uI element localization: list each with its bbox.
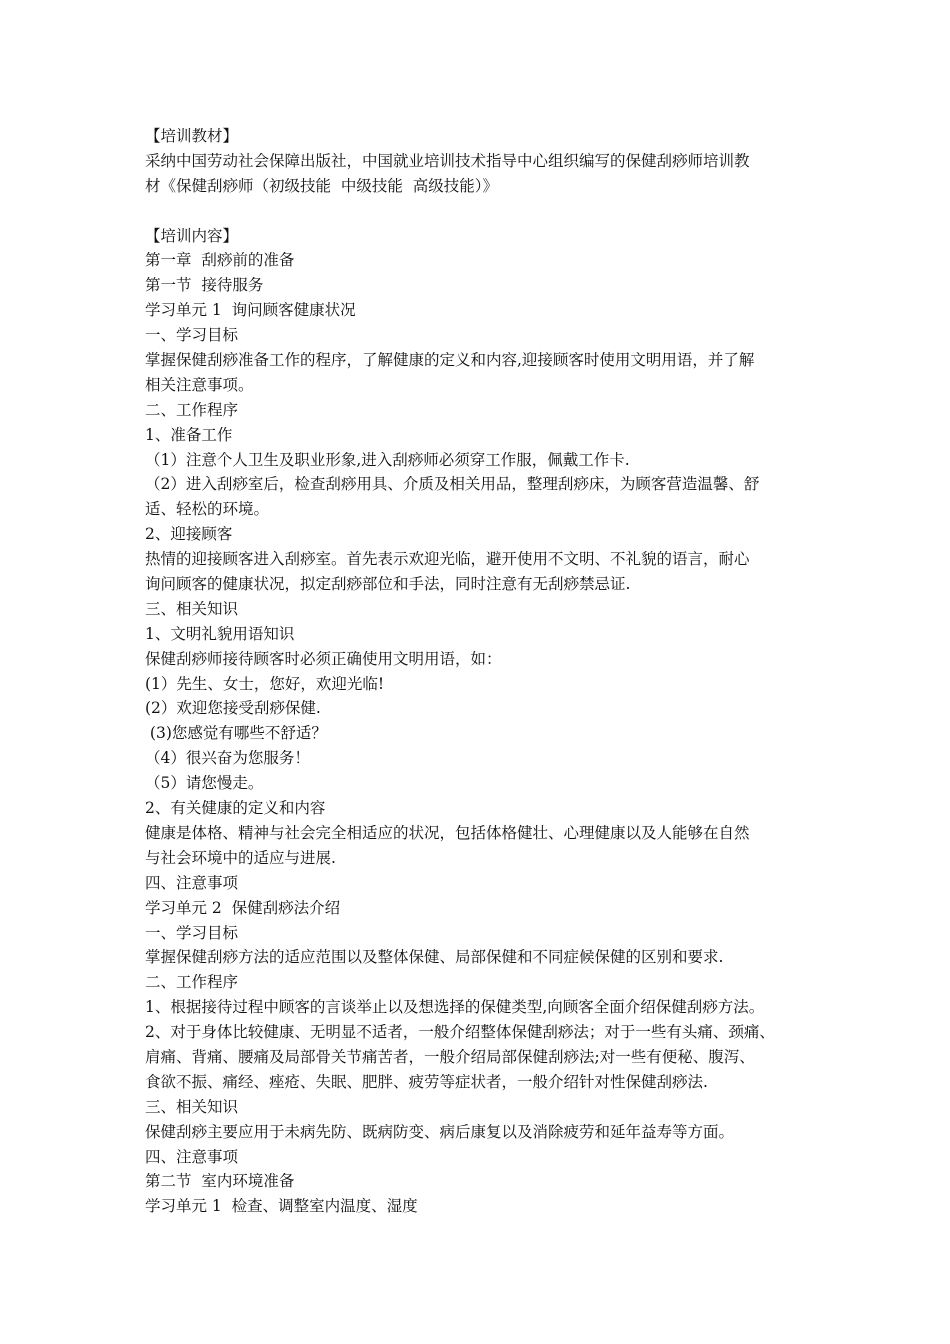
text-line: 健康是体格、精神与社会完全相适应的状况，包括体格健壮、心理健康以及人能够在自然 bbox=[145, 823, 750, 842]
text-line: 2、对于身体比较健康、无明显不适者，一般介绍整体保健刮痧法；对于一些有头痛、颈痛、 bbox=[145, 1023, 775, 1042]
text-line: 材《保健刮痧师（初级技能 中级技能 高级技能）》 bbox=[145, 176, 498, 195]
text-line: （2）进入刮痧室后，检查刮痧用具、介质及相关用品，整理刮痧床，为顾客营造温馨、舒 bbox=[145, 475, 760, 494]
text-line: 肩痛、背痛、腰痛及局部骨关节痛苦者，一般介绍局部保健刮痧法;对一些有便秘、腹泻、 bbox=[145, 1047, 755, 1066]
text-line: 一、学习目标 bbox=[145, 326, 239, 345]
text-line: (2）欢迎您接受刮痧保健. bbox=[145, 699, 321, 718]
text-line: （5）请您慢走。 bbox=[145, 774, 264, 793]
text-line: 二、工作程序 bbox=[145, 973, 239, 992]
text-line: 1、准备工作 bbox=[145, 425, 233, 444]
text-line: 适、轻松的环境。 bbox=[145, 500, 270, 519]
text-line: 与社会环境中的适应与进展. bbox=[145, 848, 336, 867]
text-line: 第一章 刮痧前的准备 bbox=[145, 251, 295, 270]
text-line: (1）先生、女士，您好，欢迎光临! bbox=[145, 674, 385, 693]
text-line: 二、工作程序 bbox=[145, 400, 239, 419]
text-line: 1、文明礼貌用语知识 bbox=[145, 624, 295, 643]
document-page bbox=[145, 124, 825, 1219]
text-line: 询问顾客的健康状况，拟定刮痧部位和手法，同时注意有无刮痧禁忌证. bbox=[145, 575, 631, 594]
text-line: 保健刮痧主要应用于未病先防、既病防变、病后康复以及消除疲劳和延年益寿等方面。 bbox=[145, 1122, 735, 1141]
text-line: 掌握保健刮痧方法的适应范围以及整体保健、局部保健和不同症候保健的区别和要求. bbox=[145, 948, 724, 967]
materials-body bbox=[145, 149, 825, 199]
text-line: 四、注意事项 bbox=[145, 1147, 239, 1166]
text-line: 2、有关健康的定义和内容 bbox=[145, 799, 326, 818]
text-line: 1、根据接待过程中顾客的言谈举止以及想选择的保健类型,向顾客全面介绍保健刮痧方法。 bbox=[145, 998, 765, 1017]
text-line: 四、注意事项 bbox=[145, 873, 239, 892]
text-line: 学习单元 1 询问顾客健康状况 bbox=[145, 301, 356, 320]
section-spacer bbox=[145, 199, 825, 224]
section-heading-content: 【培训内容】 bbox=[145, 226, 239, 245]
text-line: 三、相关知识 bbox=[145, 599, 239, 618]
text-line: 相关注意事项。 bbox=[145, 375, 254, 394]
text-line: 一、学习目标 bbox=[145, 923, 239, 942]
text-line: 学习单元 1 检查、调整室内温度、湿度 bbox=[145, 1197, 418, 1216]
text-line: 热情的迎接顾客进入刮痧室。首先表示欢迎光临，避开使用不文明、不礼貌的语言，耐心 bbox=[145, 550, 750, 569]
text-line: (3)您感觉有哪些不舒适？ bbox=[145, 724, 327, 743]
text-line: 第二节 室内环境准备 bbox=[145, 1172, 295, 1191]
content-body bbox=[145, 248, 825, 1219]
text-line: 采纳中国劳动社会保障出版社，中国就业培训技术指导中心组织编写的保健刮痧师培训教 bbox=[145, 151, 750, 170]
text-line: 保健刮痧师接待顾客时必须正确使用文明用语，如： bbox=[145, 649, 502, 668]
text-line: （4）很兴奋为您服务！ bbox=[145, 749, 310, 768]
section-heading-materials: 【培训教材】 bbox=[145, 127, 239, 145]
text-line: （1）注意个人卫生及职业形象,进入刮痧师必须穿工作服，佩戴工作卡. bbox=[145, 450, 630, 469]
text-line: 食欲不振、痛经、痤疮、失眠、肥胖、疲劳等症状者，一般介绍针对性保健刮痧法. bbox=[145, 1072, 708, 1091]
text-line: 学习单元 2 保健刮痧法介绍 bbox=[145, 898, 341, 917]
text-line: 掌握保健刮痧准备工作的程序，了解健康的定义和内容,迎接顾客时使用文明用语，并了解 bbox=[145, 351, 755, 370]
text-line: 2、迎接顾客 bbox=[145, 525, 233, 544]
text-line: 三、相关知识 bbox=[145, 1097, 239, 1116]
text-line: 第一节 接待服务 bbox=[145, 276, 264, 295]
